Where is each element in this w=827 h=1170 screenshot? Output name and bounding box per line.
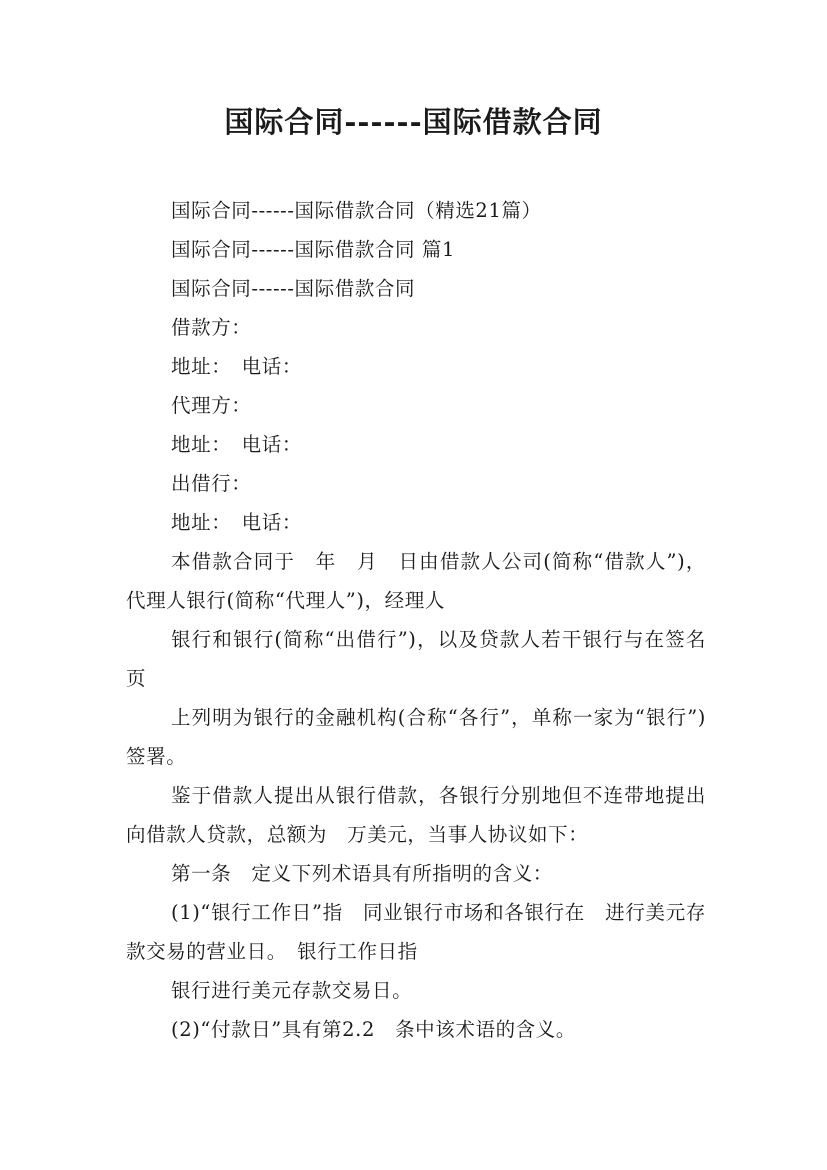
paragraph-subtitle: 国际合同------国际借款合同（精选21篇） (171, 199, 542, 222)
paragraph-preamble-2: 银行和银行(简称“出借行”)，以及贷款人若干银行与在签名页 (126, 628, 706, 690)
paragraph-definition-1-cont: 银行进行美元存款交易日。 (171, 979, 413, 1002)
paragraph-preamble-3: 上列明为银行的金融机构(合称“各行”，单称一家为“银行”)签署。 (126, 706, 706, 768)
paragraph-agent-address: 地址： 电话： (171, 433, 302, 456)
paragraph-contract-name: 国际合同------国际借款合同 (171, 277, 416, 300)
paragraph-agent: 代理方： (171, 394, 252, 417)
paragraph-lender-address: 地址： 电话： (171, 511, 302, 534)
paragraph-definition-2: (2)“付款日”具有第2.2 条中该术语的含义。 (171, 1018, 576, 1041)
document-title: 国际合同------国际借款合同 (224, 105, 603, 139)
paragraph-definition-1: (1)“银行工作日”指 同业银行市场和各银行在 进行美元存款交易的营业日。 银行工作日指 (126, 901, 706, 963)
paragraph-section-heading: 国际合同------国际借款合同 篇1 (171, 238, 456, 261)
paragraph-borrower-address: 地址： 电话： (171, 355, 302, 378)
paragraph-borrower: 借款方： (171, 316, 252, 339)
paragraph-whereas: 鉴于借款人提出从银行借款，各银行分别地但不连带地提出向借款人贷款，总额为 万美元，当事人协议如下： (126, 784, 706, 846)
document-body (126, 191, 706, 1049)
paragraph-article-1: 第一条 定义下列术语具有所指明的含义： (171, 862, 553, 885)
paragraph-preamble-1: 本借款合同于 年 月 日由借款人公司(简称“借款人”)，代理人银行(简称“代理人”)，经理人 (126, 550, 706, 612)
paragraph-lender: 出借行： (171, 472, 252, 495)
